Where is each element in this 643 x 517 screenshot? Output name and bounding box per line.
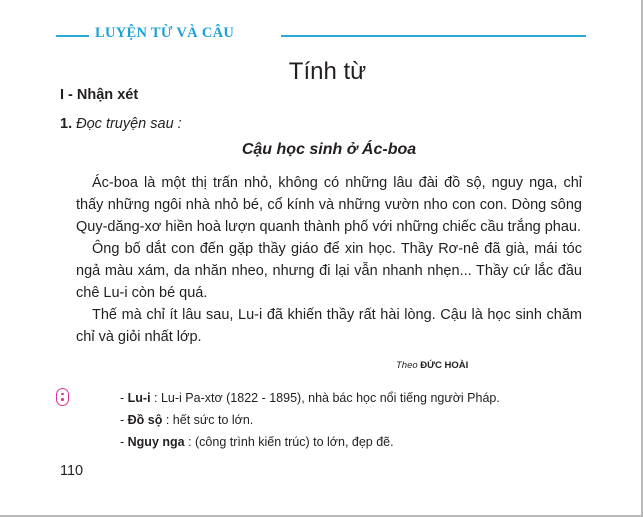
story-paragraph: Thế mà chỉ ít lâu sau, Lu-i đã khiến thầy rất hài lòng. Cậu là học sinh chăm chỉ và giỏi nhất lớp.	[76, 307, 582, 345]
task-line	[60, 116, 182, 132]
glossary-term: Đồ sộ	[127, 413, 163, 427]
glossary-entry	[120, 409, 500, 431]
task-number: 1.	[60, 116, 73, 132]
page-title: Tính từ	[288, 58, 367, 85]
glossary-separator: :	[150, 391, 161, 405]
glossary-term: Lu-i	[127, 391, 151, 405]
glossary-dash: -	[120, 413, 128, 427]
section-header	[56, 22, 586, 46]
story-paragraph: Ông bố dắt con đến gặp thầy giáo để xin học. Thầy Rơ-nê đã già, mái tóc ngả màu xám, da nhăn nheo, nhưng đi lại vẫn nhanh nhẹn... Thầy cứ lắc đầu chê Lu-i còn bé quá.	[76, 241, 582, 301]
glossary-separator: :	[184, 435, 196, 449]
story-body	[76, 172, 582, 348]
part-heading: I - Nhận xét	[60, 87, 139, 103]
glossary-entry	[120, 387, 500, 409]
glossary-definition: (công trình kiến trúc) to lớn, đẹp đẽ.	[195, 435, 394, 449]
glossary	[120, 387, 500, 453]
colon-explanation-icon	[56, 388, 69, 406]
header-rule-left	[56, 35, 89, 37]
story-byline	[396, 360, 468, 371]
section-label: LUYỆN TỪ VÀ CÂU	[95, 25, 235, 41]
glossary-definition: hết sức to lớn.	[172, 413, 254, 427]
task-instruction: Đọc truyện sau :	[76, 116, 182, 132]
glossary-dash: -	[120, 435, 128, 449]
byline-author: ĐỨC HOÀI	[420, 360, 469, 371]
story-paragraph: Ác-boa là một thị trấn nhỏ, không có những lâu đài đồ sộ, nguy nga, chỉ thấy những ngôi nhà nhỏ bé, cổ kính và những vườn nho con con. Dòng sông Quy-dăng-xơ hiền hoà lượn quanh thành phố với những chiếc cầu trắng phau.	[76, 175, 582, 235]
glossary-dash: -	[120, 391, 128, 405]
glossary-term: Nguy nga	[127, 435, 185, 449]
glossary-separator: :	[162, 413, 173, 427]
header-rule-right	[281, 35, 586, 37]
page-number: 110	[60, 463, 84, 479]
glossary-entry	[120, 431, 500, 453]
byline-prefix: Theo	[396, 360, 418, 371]
story-title: Cậu học sinh ở Ác-boa	[241, 141, 417, 158]
glossary-definition: Lu-i Pa-xtơ (1822 - 1895), nhà bác học nổi tiếng người Pháp.	[160, 391, 500, 405]
